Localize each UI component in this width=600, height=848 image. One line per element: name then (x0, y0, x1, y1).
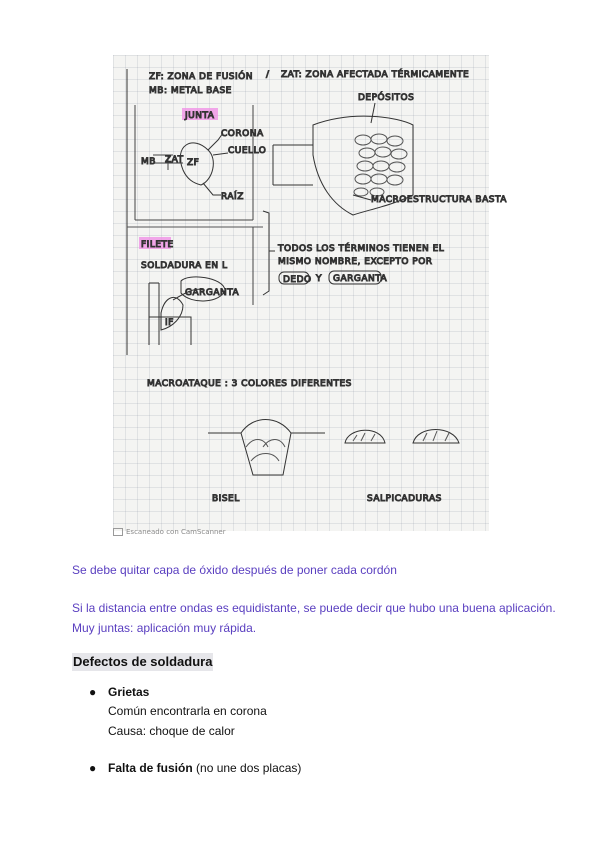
scanner-text: Escaneado con CamScanner (126, 528, 226, 536)
macro-label: MACROESTRUCTURA BASTA (371, 195, 507, 205)
bisel-label: BISEL (212, 494, 240, 504)
note-dedo: DEDO (283, 275, 312, 285)
junta-leader-lines (203, 133, 228, 195)
section-plates (273, 145, 313, 185)
garganta-label: GARGANTA (185, 288, 240, 298)
raiz-label: RAÍZ (221, 192, 244, 202)
bisel-layers (246, 440, 285, 462)
salpicadura-dots (353, 431, 449, 441)
scanner-watermark (113, 528, 226, 536)
sketch-subheading: MB: METAL BASE (149, 86, 232, 96)
salpicadura-right (413, 430, 459, 444)
item-grietas-title: Grietas (108, 685, 150, 699)
section-grains (354, 134, 407, 196)
filete-label: FILETE (141, 240, 174, 250)
sketch-heading-left: ZF: ZONA DE FUSIÓN (149, 72, 253, 82)
salpicadura-left (345, 430, 385, 443)
salpicaduras-label: SALPICADURAS (367, 494, 442, 504)
sketch-drawing (113, 55, 507, 531)
small-label: IF (165, 318, 174, 328)
item-grietas-line-2: Causa: choque de calor (108, 724, 235, 738)
macroataque-label: MACROATAQUE : 3 COLORES DIFERENTES (147, 379, 352, 389)
deposito-label: DEPÓSITOS (358, 93, 415, 103)
notebook-sketch-photo (113, 55, 507, 531)
note-waves: Si la distancia entre ondas es equidistante, se puede decir que hubo una buena aplicación. (72, 601, 556, 615)
mb-label: MB (141, 157, 156, 167)
section-title: Defectos de soldadura (73, 654, 213, 669)
corona-label: CORONA (221, 129, 264, 139)
note-oxide: Se debe quitar capa de óxido después de poner cada cordón (72, 563, 397, 577)
cuello-label: CUELLO (228, 146, 267, 156)
note-line1: TODOS LOS TÉRMINOS TIENEN EL (278, 244, 445, 254)
bullet-falta-fusion: ● (89, 761, 97, 775)
note-garganta: GARGANTA (333, 274, 388, 284)
scanner-logo-icon (113, 528, 123, 536)
bisel-bead-top (241, 420, 291, 434)
note-line2: MISMO NOMBRE, EXCEPTO POR (278, 257, 433, 267)
note-fast: Muy juntas: aplicación muy rápida. (72, 621, 257, 635)
item-falta-fusion-suffix: (no une dos placas) (192, 761, 302, 775)
sketch-heading-sep: / (266, 70, 270, 80)
sketch-heading-right: ZAT: ZONA AFECTADA TÉRMICAMENTE (281, 70, 470, 80)
soldadura-label: SOLDADURA EN L (141, 261, 228, 271)
bullet-grietas: ● (89, 685, 97, 699)
item-grietas-line-1: Común encontrarla en corona (108, 704, 267, 718)
note-bracket (263, 211, 275, 295)
junta-label: JUNTA (185, 111, 215, 121)
note-y: Y (316, 274, 322, 284)
item-falta-fusion (108, 758, 301, 778)
zat-label: ZAT (165, 155, 184, 165)
item-falta-fusion-title: Falta de fusión (108, 761, 193, 775)
zf-label: ZF (187, 158, 200, 168)
deposito-leader (371, 103, 375, 123)
